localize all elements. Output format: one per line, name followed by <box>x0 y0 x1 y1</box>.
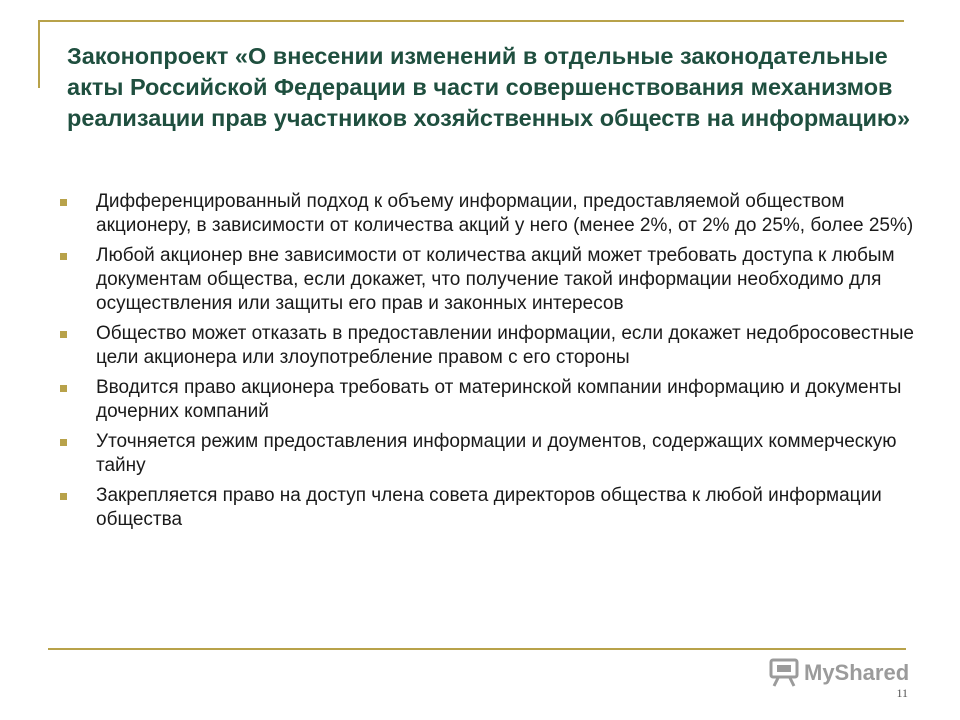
slide-number: 11 <box>896 686 908 700</box>
bullet-item <box>58 376 928 424</box>
projector-icon <box>768 658 800 688</box>
bullet-item <box>58 190 928 238</box>
bottom-rule <box>48 648 906 650</box>
square-bullet-icon <box>60 385 67 392</box>
bullet-text: Вводится право акционера требовать от материнской компании информацию и документы дочерних компаний <box>96 377 902 422</box>
bullet-text: Закрепляется право на доступ члена совета директоров общества к любой информации общества <box>96 485 882 530</box>
bullet-text: Уточняется режим предоставления информации и доументов, содержащих коммерческую тайну <box>96 431 897 476</box>
bullet-item <box>58 430 928 478</box>
bullet-item <box>58 244 928 316</box>
left-rule <box>38 20 40 88</box>
bullet-text: Любой акционер вне зависимости от количества акций может требовать доступа к любым документам общества, если докажет, что получение такой информации необходимо для осуществления или защиты его прав и законных интересов <box>96 245 895 314</box>
myshared-watermark <box>768 656 909 690</box>
watermark-text: MyShared <box>804 660 910 685</box>
bullet-item <box>58 322 928 370</box>
square-bullet-icon <box>60 331 67 338</box>
bullet-item <box>58 484 928 532</box>
bullet-text: Общество может отказать в предоставлении информации, если докажет недобросовестные цели акционера или злоупотребление правом с его стороны <box>96 323 914 368</box>
bullet-text: Дифференцированный подход к объему информации, предоставляемой обществом акционеру, в зависимости от количества акций у него (менее 2%, от 2% до 25%, более 25%) <box>96 191 914 236</box>
square-bullet-icon <box>60 493 67 500</box>
square-bullet-icon <box>60 439 67 446</box>
square-bullet-icon <box>60 253 67 260</box>
square-bullet-icon <box>60 199 67 206</box>
slide-title: Законопроект «О внесении изменений в отдельные законодательные акты Российской Федерации в части совершенствования механизмов реализации прав участников хозяйственных обществ на информацию» <box>67 43 911 131</box>
top-rule <box>38 20 904 22</box>
bullet-list <box>58 190 928 538</box>
